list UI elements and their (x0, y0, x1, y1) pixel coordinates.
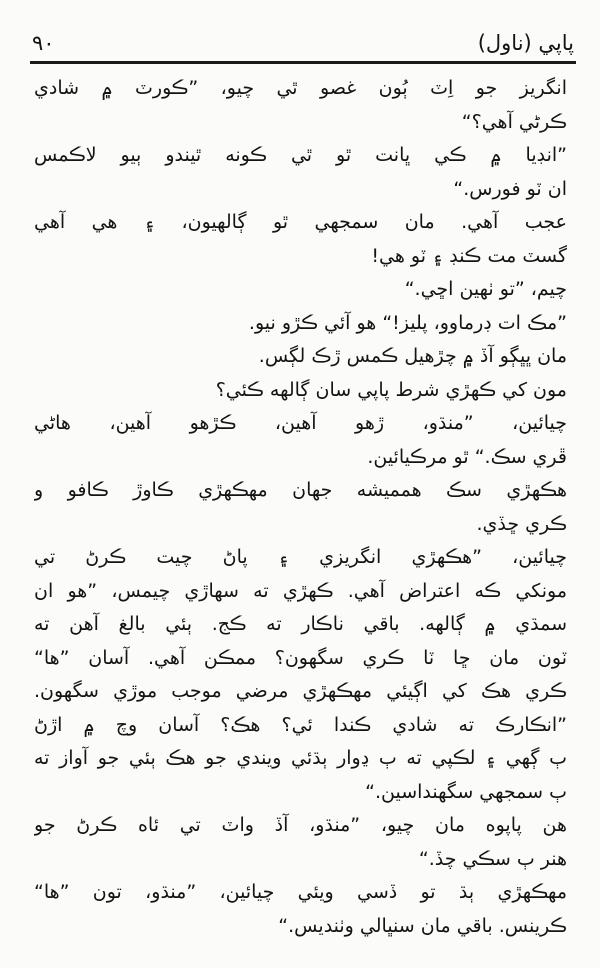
text-line: سمڌي ۾ ڳالهه. باقي ناڪار ته ڪج. ٻئي بالغ آهن ته (34, 613, 567, 635)
text-line: عجب آهي. مان سمجهي ٿو ڳالهيون، ۽ هي آهي (34, 211, 567, 233)
text-line: هڪهڙي سڪ همميشه جهان مهڪهڙي ڪاوڙ ڪافو و (34, 479, 567, 501)
text-line: ڪرڻي آهي؟“ (461, 110, 567, 133)
text-line: هن پاپوه مان چيو، ”منڌو، آڏ واٽ تي ئاه ڪرڻ جو (34, 814, 567, 836)
text-line: ڪري هڪ کي اڳيئي مهڪهڙي مرضي موجب موڙي سگهون. (34, 680, 567, 702)
text-line: مان ڀڀڳو آڏ ۾ چڙهيل ڪمس ڙڪ لڳس. (258, 345, 567, 367)
text-line: ڪري ڇڏي. (476, 512, 567, 535)
text-line: چيائين، ”منڌو، ڙهو آهين، ڪڙهو آهين، هاڻي (34, 412, 567, 434)
text-line: ٽون مان ڇا ٽا ڪري سگهون؟ ممڪن آهي. آسان ”ها“ (34, 646, 567, 669)
text-line: گسٽ مت ڪنڊ ۽ ٽو هي! (371, 244, 567, 267)
text-line: ڪرينس. باقي مان سنڀالي وٺنديس.“ (278, 914, 567, 937)
text-line: ٻ ڳهي ۽ لڪپي ته ٻ ڍوار ٻڌئي ويندي جو هڪ ٻئي جو آواز ته (34, 747, 567, 769)
header-rule (30, 61, 576, 64)
text-line: مون کي ڪهڙي شرط پاپي سان ڳالهه ڪئي؟ (215, 378, 567, 401)
text-line: ان ٽو فورس.“ (453, 177, 567, 200)
running-title: پاپي (ناول) (477, 31, 574, 55)
text-line: انگريز جو اِٽ ٻُون غصو ٿي چيو، ”ڪورٽ ۾ شادي (34, 77, 567, 99)
text-line: مونکي ڪه اعتراض آهي. ڪهڙي ته سهاڙي چيمس، ”هو ان (34, 579, 567, 602)
text-line: ”انڊيا ۾ ڪي ڀانت ٿو ٿي ڪونه ٿيندو ٻيو لاڪمس (34, 144, 567, 166)
text-line: ”مڪ ات ڊرماوو، پليز!“ هو آئي ڪڙو نيو. (248, 311, 567, 334)
text-line: ڦري سڪ.“ ٿو مرڪيائين. (367, 445, 567, 468)
text-line: چيم، ”تو ٺهين اڇي.“ (404, 278, 567, 300)
text-line: ”انڪارڪ ته شادي ڪندا ئي؟ هڪ؟ آسان وچ ۾ اڙڻ (34, 713, 567, 736)
text-line: هنر ٻ سڪي چڏ.“ (418, 847, 567, 870)
page-number: ٩٠ (32, 31, 55, 55)
body-text (34, 72, 567, 943)
text-line: ٻ سمجهي سگهنداسين.“ (365, 780, 567, 803)
text-line: چيائين، ”هڪهڙي انگريزي ۽ پاڻ چيت ڪرڻ تي (34, 546, 567, 568)
running-head (32, 28, 574, 58)
text-line: مهڪهڙي ٻڌ تو ڏسي ويئي چيائين، ”منڌو، تون ”ها“ (34, 881, 567, 903)
